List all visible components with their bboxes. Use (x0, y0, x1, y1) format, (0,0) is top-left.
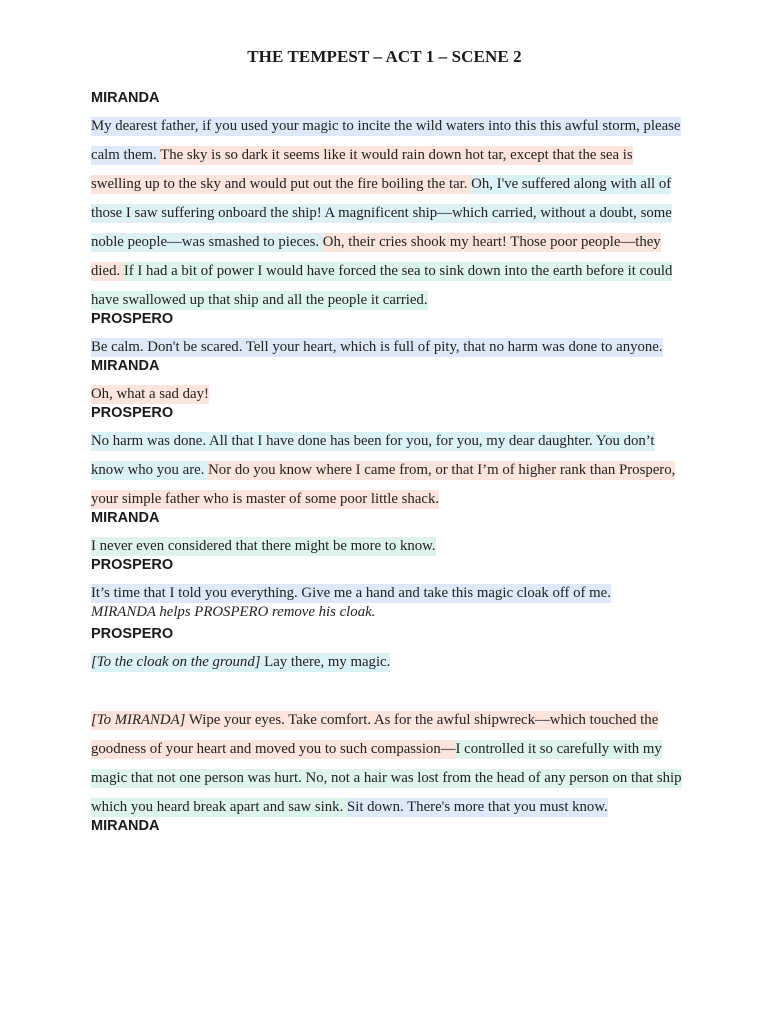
highlighted-sentence: If I had a bit of power I would have forced the sea to sink down into the earth before it could have swallowed up that ship and all the people it carried. (91, 263, 673, 308)
highlighted-sentence: Be calm. Don't be scared. Tell your heart, which is full of pity, that no harm was done to anyone. (91, 339, 663, 355)
speaker-name: MIRANDA (91, 510, 160, 526)
highlighted-sentence: Nor do you know where I came from, or that I’m of higher rank than Prospero, your simple father who is master of some poor little shack. (91, 462, 676, 507)
highlighted-sentence: Oh, what a sad day! (91, 386, 209, 402)
highlighted-sentence: Lay there, my magic. (260, 654, 391, 670)
script-body (91, 89, 683, 836)
stage-direction: MIRANDA helps PROSPERO remove his cloak. (91, 604, 376, 620)
speech-paragraph (91, 112, 683, 315)
page-title: THE TEMPEST – ACT 1 – SCENE 2 (247, 47, 522, 66)
speaker-name: PROSPERO (91, 626, 174, 642)
speech-paragraph (91, 706, 683, 822)
highlighted-sentence: My dearest father, if you used your magic to incite the wild waters into this this awful storm, please calm them. (91, 118, 681, 163)
speaker-name: PROSPERO (91, 557, 174, 573)
blank-line (91, 677, 683, 706)
speaker-name: MIRANDA (91, 818, 160, 834)
speech-paragraph (91, 427, 683, 514)
stage-direction-inline: [To the cloak on the ground] (91, 654, 261, 670)
stage-direction-inline: [To MIRANDA] (91, 712, 186, 728)
highlighted-sentence: I controlled it so carefully with my magic that not one person was hurt. No, not a hair was lost from the head of any person on that ship which you heard break apart and saw sink. (91, 741, 682, 815)
speaker-name: PROSPERO (91, 405, 174, 421)
highlighted-sentence: Oh, I've suffered along with all of those I saw suffering onboard the ship! A magnificent ship—which carried, without a doubt, some noble people—was smashed to pieces. (91, 176, 672, 250)
highlighted-sentence: The sky is so dark it seems like it would rain down hot tar, except that the sea is swelling up to the sky and would put out the fire boiling the tar. (91, 147, 633, 192)
highlighted-sentence: Oh, their cries shook my heart! Those poor people—they died. (91, 234, 661, 279)
highlighted-sentence: I never even considered that there might be more to know. (91, 538, 436, 554)
highlighted-sentence: Sit down. There's more that you must know. (346, 799, 608, 815)
highlighted-sentence: It’s time that I told you everything. Give me a hand and take this magic cloak off of me. (91, 585, 611, 601)
highlighted-sentence: Wipe your eyes. Take comfort. As for the awful shipwreck—which touched the goodness of your heart and moved you to such compassion— (91, 712, 659, 757)
speaker-name: MIRANDA (91, 90, 160, 106)
speaker-name: PROSPERO (91, 311, 174, 327)
speech-paragraph (91, 333, 683, 362)
speaker-name: MIRANDA (91, 358, 160, 374)
highlighted-sentence: No harm was done. All that I have done has been for you, for you, my dear daughter. You don’t know who you are. (91, 433, 655, 478)
speech-paragraph (91, 648, 683, 677)
